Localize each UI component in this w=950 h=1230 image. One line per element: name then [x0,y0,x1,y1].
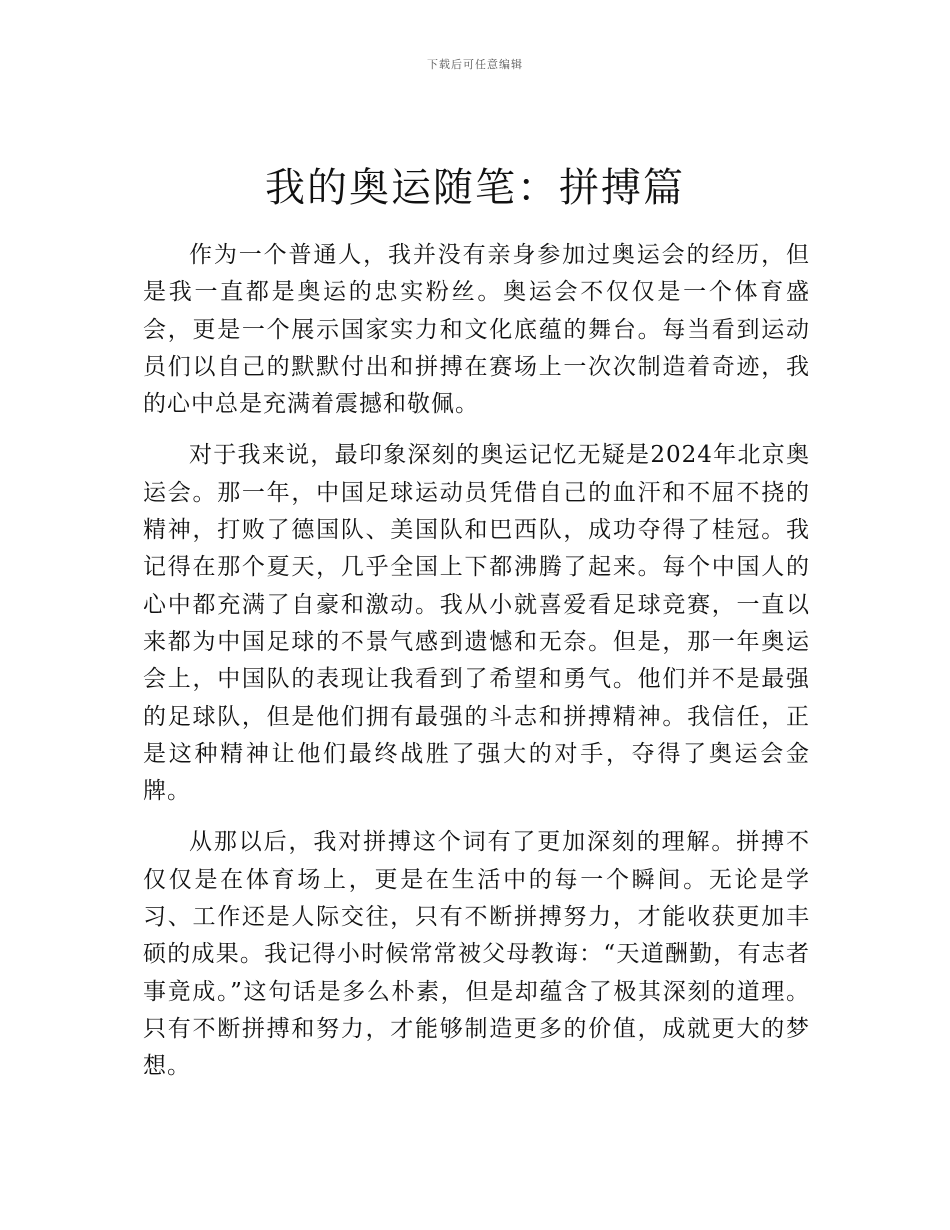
page-title: 我的奥运随笔：拼搏篇 [265,165,685,211]
paragraph-1: 作为一个普通人，我并没有亲身参加过奥运会的经历，但是我一直都是奥运的忠实粉丝。奥运会不仅仅是一个体育盛会，更是一个展示国家实力和文化底蕴的舞台。每当看到运动员们以自己的默默付出和拼搏在赛场上一次次制造着奇迹，我的心中总是充满着震撼和敬佩。 [143,242,810,418]
article-body [143,237,810,1100]
paragraph-3: 从那以后，我对拼搏这个词有了更加深刻的理解。拼搏不仅仅是在体育场上，更是在生活中的每一个瞬间。无论是学习、工作还是人际交往，只有不断拼搏努力，才能收获更加丰硕的成果。我记得小时候常常被父母教诲：“天道酬勤，有志者事竟成。”这句话是多么朴素，但是却蕴含了极其深刻的道理。只有不断拼搏和努力，才能够制造更多的价值，成就更大的梦想。 [143,829,810,1080]
paragraph-2: 对于我来说，最印象深刻的奥运记忆无疑是2024年北京奥运会。那一年，中国足球运动员凭借自己的血汗和不屈不挠的精神，打败了德国队、美国队和巴西队，成功夺得了桂冠。我记得在那个夏天，几乎全国上下都沸腾了起来。每个中国人的心中都充满了自豪和激动。我从小就喜爱看足球竞赛，一直以来都为中国足球的不景气感到遗憾和无奈。但是，那一年奥运会上，中国队的表现让我看到了希望和勇气。他们并不是最强的足球队，但是他们拥有最强的斗志和拼搏精神。我信任，正是这种精神让他们最终战胜了强大的对手，夺得了奥运会金牌。 [143,442,810,805]
header-note: 下载后可任意编辑 [427,58,523,71]
